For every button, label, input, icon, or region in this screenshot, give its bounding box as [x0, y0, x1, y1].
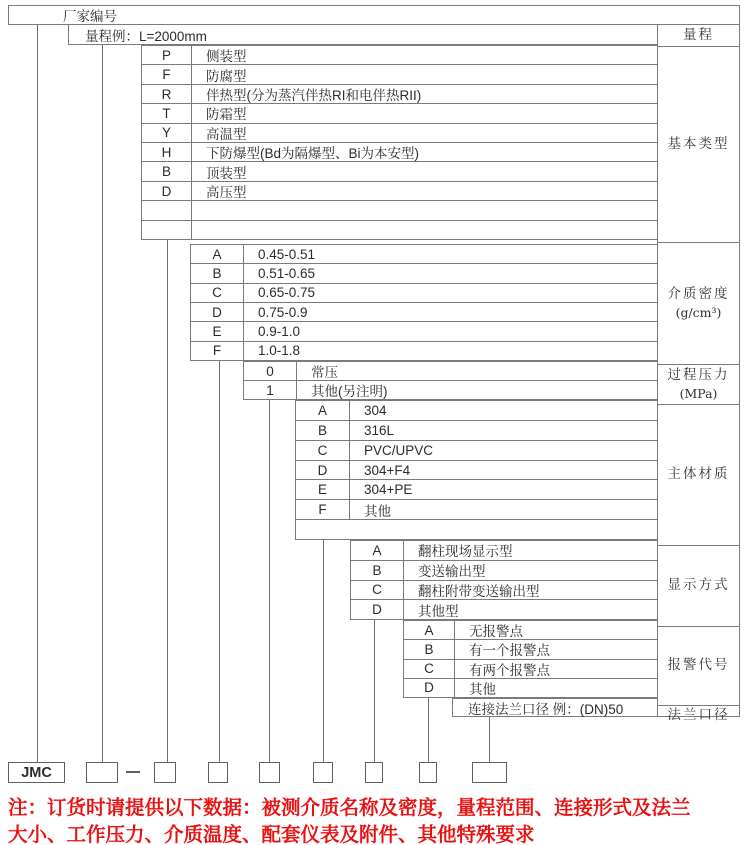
- side-label-density: 介质密度 (g/cm³): [658, 242, 739, 364]
- table-row: [244, 380, 657, 399]
- desc-cell: 顶装型: [206, 165, 247, 181]
- desc-cell: 翻柱现场显示型: [418, 544, 513, 560]
- order-note-line2: 大小、工作压力、介质温度、配套仪表及附件、其他特殊要求: [8, 824, 535, 845]
- side-label-flange: 法兰口径: [658, 705, 739, 725]
- code-cell: F: [142, 65, 192, 83]
- connector-line-alarm: [428, 698, 429, 762]
- code-cell: D: [351, 600, 404, 619]
- code-cell: [296, 520, 349, 539]
- code-cell: C: [191, 284, 244, 302]
- desc-cell: 高压型: [206, 185, 247, 201]
- desc-cell: 304: [364, 402, 387, 418]
- desc-cell: 304+F4: [364, 462, 411, 478]
- desc-cell: 常压: [311, 365, 338, 380]
- range-label: 量程例：L=2000mm: [85, 28, 207, 44]
- desc-cell: 0.45-0.51: [258, 246, 316, 262]
- flange-label: 连接法兰口径 例：(DN)50: [468, 701, 624, 717]
- table-row: [142, 64, 657, 83]
- code-cell: D: [191, 303, 244, 321]
- table-row: [404, 639, 657, 658]
- table-row: [351, 560, 657, 580]
- table-row: [191, 283, 657, 302]
- side-label-pressure: 过程压力 (MPa): [658, 364, 739, 404]
- display-mode-table: [350, 540, 658, 620]
- code-box-alarm: [419, 762, 437, 783]
- code-cell: P: [142, 46, 192, 64]
- table-row: [142, 123, 657, 142]
- material-table: [295, 400, 658, 540]
- density-table: [190, 244, 658, 361]
- connector-line-basic: [167, 240, 168, 762]
- code-cell: H: [142, 143, 192, 161]
- side-label-material: 主体材质: [658, 404, 739, 545]
- desc-cell: [192, 201, 657, 219]
- code-cell: [142, 201, 192, 219]
- desc-cell: 304+PE: [364, 482, 413, 498]
- table-row: [351, 599, 657, 619]
- table-row: [296, 420, 657, 440]
- desc-cell: 0.51-0.65: [258, 265, 316, 281]
- desc-cell: [349, 520, 657, 539]
- desc-cell: 其他型: [418, 603, 459, 619]
- desc-cell: 其他(另注明): [311, 384, 388, 399]
- code-cell: T: [142, 104, 192, 122]
- alarm-code-table: [403, 620, 658, 698]
- connector-line-maker: [37, 24, 38, 762]
- code-box-flange: [472, 762, 507, 783]
- code-cell: B: [351, 561, 404, 580]
- code-cell: [142, 221, 192, 239]
- connector-line-density: [219, 361, 220, 762]
- desc-cell: 有一个报警点: [469, 643, 550, 659]
- desc-cell: 0.9-1.0: [258, 323, 301, 339]
- code-cell: 1: [244, 381, 297, 399]
- code-cell: A: [351, 541, 404, 560]
- code-box-pressure: [259, 762, 280, 783]
- code-cell: F: [191, 342, 244, 360]
- desc-cell: [192, 221, 657, 239]
- table-row: [404, 659, 657, 678]
- table-row: [191, 263, 657, 282]
- code-cell: E: [296, 480, 350, 499]
- code-cell: D: [142, 182, 192, 200]
- code-cell: B: [191, 264, 244, 282]
- desc-cell: 0.75-0.9: [258, 304, 308, 320]
- code-cell: C: [404, 660, 455, 678]
- order-note-line1: 注：订货时请提供以下数据：被测介质名称及密度，量程范围、连接形式及法兰: [8, 797, 691, 819]
- side-label-alarm: 报警代号: [658, 626, 739, 705]
- side-label-column: [657, 24, 740, 723]
- table-row-empty: [142, 220, 657, 239]
- table-row: [296, 401, 657, 420]
- flange-row: [452, 698, 658, 717]
- pressure-table: [243, 361, 658, 400]
- maker-code-label: 厂家编号: [63, 9, 117, 24]
- desc-cell: 其他: [469, 681, 496, 697]
- desc-cell: 0.65-0.75: [258, 285, 316, 301]
- connector-line-flange: [489, 717, 490, 762]
- table-row-empty: [296, 519, 657, 539]
- table-row: [296, 460, 657, 480]
- connector-line-pressure: [269, 400, 270, 762]
- code-cell: B: [142, 162, 192, 180]
- desc-cell: 伴热型(分为蒸汽伴热RI和电伴热RII): [206, 88, 422, 104]
- code-cell: D: [404, 679, 455, 697]
- desc-cell: PVC/UPVC: [364, 442, 434, 458]
- table-row: [296, 479, 657, 499]
- desc-cell: 高温型: [206, 126, 247, 142]
- desc-cell: 316L: [364, 422, 395, 438]
- code-cell: A: [404, 621, 455, 639]
- table-row: [351, 541, 657, 560]
- code-cell: C: [296, 441, 350, 460]
- dash-separator: [126, 771, 140, 773]
- maker-code-row: [8, 5, 740, 25]
- connector-line-display: [374, 620, 375, 762]
- code-cell: R: [142, 85, 192, 103]
- code-box-basic: [154, 762, 176, 783]
- code-box-maker: [86, 762, 118, 783]
- code-cell: C: [351, 581, 404, 600]
- table-row: [142, 161, 657, 180]
- table-row: [296, 499, 657, 519]
- desc-cell: 无报警点: [469, 624, 523, 640]
- desc-cell: 变送输出型: [418, 564, 486, 580]
- desc-cell: 侧装型: [206, 49, 247, 65]
- table-row: [142, 46, 657, 64]
- desc-cell: 防霜型: [206, 107, 247, 123]
- code-cell: A: [191, 245, 244, 263]
- connector-line-material: [323, 540, 324, 762]
- desc-cell: 翻柱附带变送输出型: [418, 583, 540, 599]
- model-prefix-box: JMC: [8, 762, 65, 783]
- desc-cell: 防腐型: [206, 68, 247, 84]
- table-row: [244, 362, 657, 380]
- desc-cell: 下防爆型(Bd为隔爆型、Bi为本安型): [206, 146, 420, 162]
- order-note: [8, 795, 746, 845]
- side-label-range: 量程: [683, 26, 714, 43]
- table-row: [142, 84, 657, 103]
- table-row: [191, 321, 657, 340]
- table-row: [404, 678, 657, 697]
- table-row-empty: [142, 200, 657, 219]
- code-box-density: [208, 762, 228, 783]
- desc-cell: 有两个报警点: [469, 662, 550, 678]
- table-row: [191, 341, 657, 360]
- side-label-basic: 基本类型: [658, 46, 739, 242]
- table-row: [142, 142, 657, 161]
- side-label-display: 显示方式: [658, 545, 739, 626]
- table-row: [296, 440, 657, 460]
- code-cell: B: [296, 421, 350, 440]
- connector-line-range: [102, 45, 103, 762]
- table-row: [191, 245, 657, 263]
- code-cell: E: [191, 322, 244, 340]
- table-row: [142, 103, 657, 122]
- table-row: [351, 580, 657, 600]
- code-cell: D: [296, 461, 350, 480]
- range-row: [68, 24, 658, 45]
- code-box-display: [365, 762, 383, 783]
- table-row: [404, 621, 657, 639]
- table-row: [191, 302, 657, 321]
- code-cell: F: [296, 500, 350, 519]
- code-cell: B: [404, 640, 455, 658]
- code-cell: 0: [244, 362, 297, 380]
- code-cell: Y: [142, 124, 192, 142]
- basic-type-table: [141, 45, 658, 240]
- desc-cell: 1.0-1.8: [258, 343, 301, 359]
- table-row: [142, 181, 657, 200]
- code-box-material: [313, 762, 333, 783]
- desc-cell: 其他: [364, 503, 391, 519]
- code-cell: A: [296, 401, 350, 420]
